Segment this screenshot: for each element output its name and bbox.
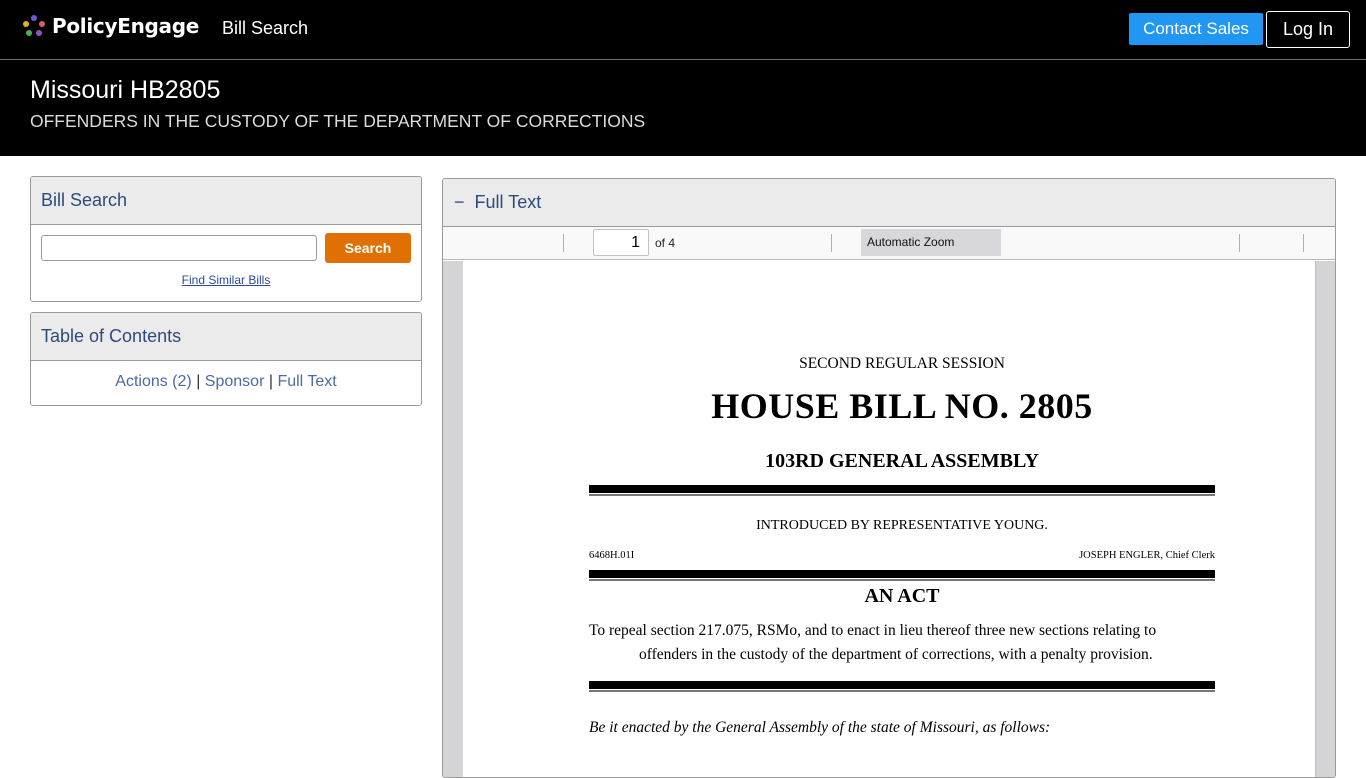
zoom-select[interactable]: Automatic Zoom [861, 229, 1001, 256]
brand-name[interactable]: PolicyEngage [52, 14, 199, 38]
doc-rule [589, 485, 1215, 493]
table-of-contents-panel [30, 312, 422, 406]
logo-dot [26, 30, 32, 36]
top-navigation-bar [0, 0, 1366, 59]
doc-act-line-2: offenders in the custody of the department of corrections, with a penalty provision. [639, 646, 1153, 663]
logo-dot [36, 30, 42, 36]
pdf-toolbar [443, 227, 1335, 260]
nav-bill-search-link[interactable]: Bill Search [222, 18, 309, 38]
toc-link-actions[interactable]: Actions (2) [115, 373, 192, 390]
bill-search-input[interactable] [41, 235, 317, 261]
full-text-panel [442, 178, 1336, 778]
toc-separator: | [196, 373, 201, 390]
doc-clerk: JOSEPH ENGLER, Chief Clerk [1079, 550, 1215, 561]
page-count-label: of 4 [655, 236, 676, 250]
search-button[interactable]: Search [325, 233, 411, 263]
pdf-scrollbar[interactable] [1315, 261, 1335, 778]
doc-enacting-clause: Be it enacted by the General Assembly of the state of Missouri, as follows: [589, 719, 1051, 736]
toolbar-separator [1303, 234, 1304, 252]
page-subtitle: OFFENDERS IN THE CUSTODY OF THE DEPARTMENT OF CORRECTIONS [30, 111, 646, 131]
contact-sales-button[interactable]: Contact Sales [1129, 13, 1263, 45]
full-text-panel-header[interactable] [443, 179, 1335, 227]
doc-bill-title: HOUSE BILL NO. 2805 [711, 386, 1093, 426]
toolbar-separator [831, 234, 832, 252]
find-similar-bills-link[interactable]: Find Similar Bills [181, 273, 271, 287]
pdf-page [463, 261, 1315, 778]
doc-assembly: 103RD GENERAL ASSEMBLY [765, 450, 1039, 472]
toc-panel-title: Table of Contents [31, 313, 421, 361]
doc-act-heading: AN ACT [864, 585, 940, 607]
toolbar-separator [1239, 234, 1240, 252]
bill-search-panel [30, 176, 422, 302]
bill-search-panel-title: Bill Search [31, 177, 421, 225]
doc-rule [589, 570, 1215, 578]
doc-rule [589, 681, 1215, 689]
toolbar-separator [563, 234, 564, 252]
full-text-panel-title: Full Text [474, 192, 542, 212]
logo-dot [31, 15, 37, 21]
policyengage-logo-icon[interactable] [22, 15, 46, 39]
doc-code: 6468H.01I [589, 550, 635, 561]
pdf-document-area[interactable] [443, 261, 1335, 778]
logo-dot [39, 21, 45, 27]
toc-links [31, 373, 421, 391]
page-title: Missouri HB2805 [30, 76, 221, 104]
doc-act-line-1: To repeal section 217.075, RSMo, and to enact in lieu thereof three new sections relating to [589, 622, 1157, 639]
toc-link-full-text[interactable]: Full Text [277, 373, 337, 390]
bill-header [0, 60, 1366, 156]
toc-separator: | [268, 373, 273, 390]
collapse-icon[interactable]: − [454, 192, 465, 212]
doc-introduced-by: INTRODUCED BY REPRESENTATIVE YOUNG. [756, 518, 1048, 533]
login-button[interactable]: Log In [1266, 11, 1350, 48]
logo-dot [23, 21, 29, 27]
doc-session: SECOND REGULAR SESSION [799, 355, 1005, 372]
toc-link-sponsor[interactable]: Sponsor [204, 373, 265, 390]
page-number-input[interactable]: 1 [593, 229, 649, 256]
